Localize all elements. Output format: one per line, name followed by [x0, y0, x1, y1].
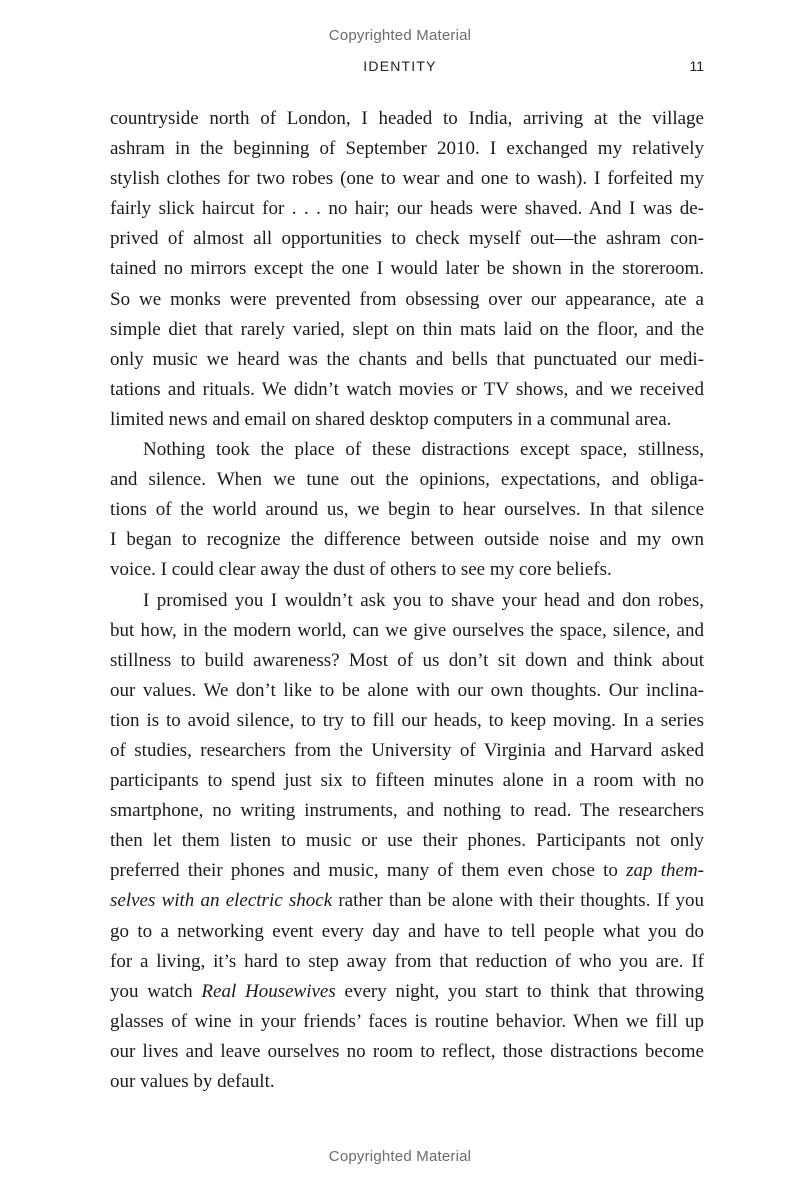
text-line [110, 1037, 704, 1067]
text-line [110, 917, 704, 947]
copyright-watermark-bottom: Copyrighted Material [328, 1148, 472, 1165]
text-run: tations and rituals. We didn’t watch movies or TV shows, and we received [110, 378, 704, 400]
text-run: our values by default. [110, 1071, 275, 1092]
text-run: So we monks were prevented from obsessing over our appearance, ate a [110, 288, 704, 310]
text-line [110, 616, 704, 646]
text-run: then let them listen to music or use their phones. Participants not only [110, 830, 704, 852]
text-run: tained no mirrors except the one I would later be shown in the storeroom. [110, 258, 704, 280]
text-run: go to a networking event every day and have to tell people what you do [110, 920, 704, 942]
text-run: you watch [110, 980, 202, 1002]
text-run: stillness to build awareness? Most of us don’t sit down and think about [110, 649, 704, 671]
text-line [110, 495, 704, 525]
text-line [110, 856, 704, 886]
text-run: ashram in the beginning of September 2010. I exchanged my relatively [110, 138, 704, 160]
text-run: our values. We don’t like to be alone with our own thoughts. Our inclina- [110, 679, 704, 701]
text-line [110, 405, 704, 435]
text-line [110, 164, 704, 194]
text-line [110, 134, 704, 164]
text-run: countryside north of London, I headed to India, arriving at the village [110, 108, 704, 129]
text-line [110, 947, 704, 977]
text-run: tion is to avoid silence, to try to fill our heads, to keep moving. In a series [110, 709, 704, 731]
text-line [110, 224, 704, 254]
text-run: smartphone, no writing instruments, and nothing to read. The researchers [110, 800, 704, 822]
text-run: prived of almost all opportunities to check myself out—the ashram con- [110, 228, 704, 250]
text-run: rather than be alone with their thoughts. If you [332, 890, 704, 912]
paragraph [110, 435, 704, 585]
text-line [110, 586, 704, 616]
text-line [110, 796, 704, 826]
text-line [110, 375, 704, 405]
text-run: I promised you I wouldn’t ask you to shave your head and don robes, [143, 589, 704, 611]
text-run: stylish clothes for two robes (one to wear and one to wash). I forfeited my [110, 168, 704, 190]
text-line [110, 254, 704, 284]
text-run: tions of the world around us, we begin to hear ourselves. In that silence [110, 499, 704, 521]
text-line [110, 1067, 704, 1097]
text-line [110, 676, 704, 706]
text-line [110, 465, 704, 495]
text-line [110, 1007, 704, 1037]
text-line [110, 826, 704, 856]
paragraph [110, 104, 704, 435]
text-run: for a living, it’s hard to step away from that reduction of who you are. If [110, 950, 704, 972]
text-run: only music we heard was the chants and bells that punctuated our medi- [110, 348, 704, 370]
text-line [110, 886, 704, 916]
text-run: but how, in the modern world, can we give ourselves the space, silence, and [110, 619, 704, 641]
running-title: IDENTITY [363, 58, 437, 74]
text-line [110, 435, 704, 465]
text-line [110, 736, 704, 766]
text-run: participants to spend just six to fifteen minutes alone in a room with no [110, 770, 704, 792]
page-number: 11 [689, 58, 704, 74]
text-line [110, 766, 704, 796]
text-line [110, 646, 704, 676]
text-line [110, 977, 704, 1007]
text-line [110, 706, 704, 736]
text-line [110, 104, 704, 134]
body-text [110, 104, 704, 1097]
text-run: I began to recognize the difference between outside noise and my own [110, 529, 704, 551]
text-line [110, 345, 704, 375]
text-line [110, 555, 704, 585]
text-run: fairly slick haircut for . . . no hair; our heads were shaved. And I was de- [110, 198, 704, 220]
text-line [110, 315, 704, 345]
text-run: simple diet that rarely varied, slept on thin mats laid on the floor, and the [110, 318, 704, 340]
paragraph [110, 586, 704, 1098]
text-line [110, 194, 704, 224]
text-run: Nothing took the place of these distractions except space, stillness, [143, 439, 704, 461]
copyright-watermark-top: Copyrighted Material [328, 27, 472, 44]
italic-text: selves with an electric shock [110, 890, 333, 912]
text-run: of studies, researchers from the University of Virginia and Harvard asked [110, 739, 704, 761]
text-run: and silence. When we tune out the opinions, expectations, and obliga- [110, 469, 704, 491]
text-run: every night, you start to think that throwing [335, 980, 704, 1002]
italic-text: Real Housewives [201, 980, 336, 1002]
text-line [110, 525, 704, 555]
text-run: voice. I could clear away the dust of others to see my core beliefs. [110, 559, 612, 581]
text-run: preferred their phones and music, many of them even chose to [110, 860, 627, 882]
text-run: glasses of wine in your friends’ faces is routine behavior. When we fill up [110, 1010, 704, 1032]
text-run: our lives and leave ourselves no room to reflect, those distractions become [110, 1040, 704, 1062]
italic-text: zap them- [626, 860, 704, 882]
text-run: limited news and email on shared desktop computers in a communal area. [110, 408, 672, 430]
text-line [110, 285, 704, 315]
